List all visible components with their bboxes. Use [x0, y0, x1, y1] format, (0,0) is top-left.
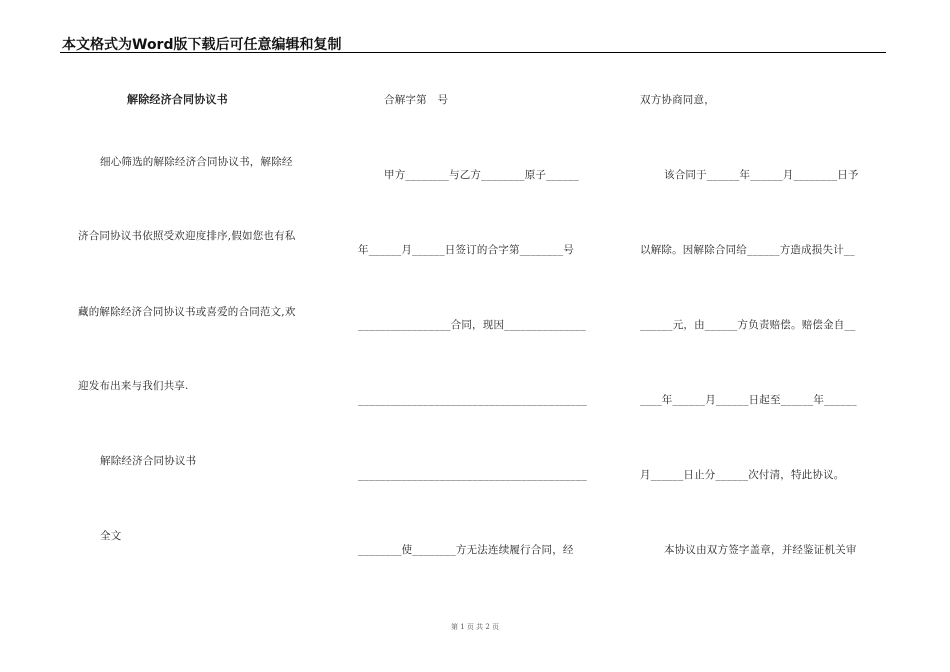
- col3-line-2: 该合同于______年______月________日予: [664, 169, 859, 181]
- col2-line-3: 年______月______日签订的合字第________号: [358, 244, 574, 256]
- col2-line-7: ________使________方无法连续履行合同，经: [358, 544, 574, 556]
- col2-line-5: __________________________________________: [358, 394, 587, 406]
- intro-line-1: 细心筛选的解除经济合同协议书，解除经: [100, 156, 293, 168]
- col3-line-4: ______元，由______方负责赔偿。赔偿金自__: [640, 319, 856, 331]
- col2-line-4: _________________合同，现因_______________: [358, 319, 586, 331]
- document-title: 解除经济合同协议书: [127, 93, 228, 106]
- col3-line-6: 月______日止分______次付清，特此协议。: [640, 469, 845, 481]
- col3-line-5: ____年______月______日起至______年______: [640, 394, 857, 406]
- intro-line-4: 迎发布出来与我们共享.: [78, 380, 189, 392]
- section-subtitle: 解除经济合同协议书: [100, 455, 197, 467]
- intro-line-2: 济合同协议书依照受欢迎度排序,假如您也有私: [78, 230, 296, 242]
- col2-line-2: 甲方________与乙方________原子______: [384, 169, 579, 181]
- intro-line-3: 藏的解除经济合同协议书或喜爱的合同范文,欢: [78, 306, 296, 318]
- page-number: 第 1 页 共 2 页: [450, 623, 500, 631]
- contract-number-line: 合解字第 号: [384, 94, 449, 106]
- fulltext-label: 全文: [100, 530, 122, 542]
- col2-line-6: __________________________________________: [358, 469, 587, 481]
- header-divider: [60, 52, 886, 53]
- col3-line-7: 本协议由双方签字盖章，并经鉴证机关审: [664, 544, 857, 556]
- document-banner: 本文格式为Word版下载后可任意编辑和复制: [62, 37, 342, 53]
- col3-line-1: 双方协商同意，: [640, 94, 715, 106]
- col3-line-3: 以解除。因解除合同给______方造成损失计__: [640, 244, 855, 256]
